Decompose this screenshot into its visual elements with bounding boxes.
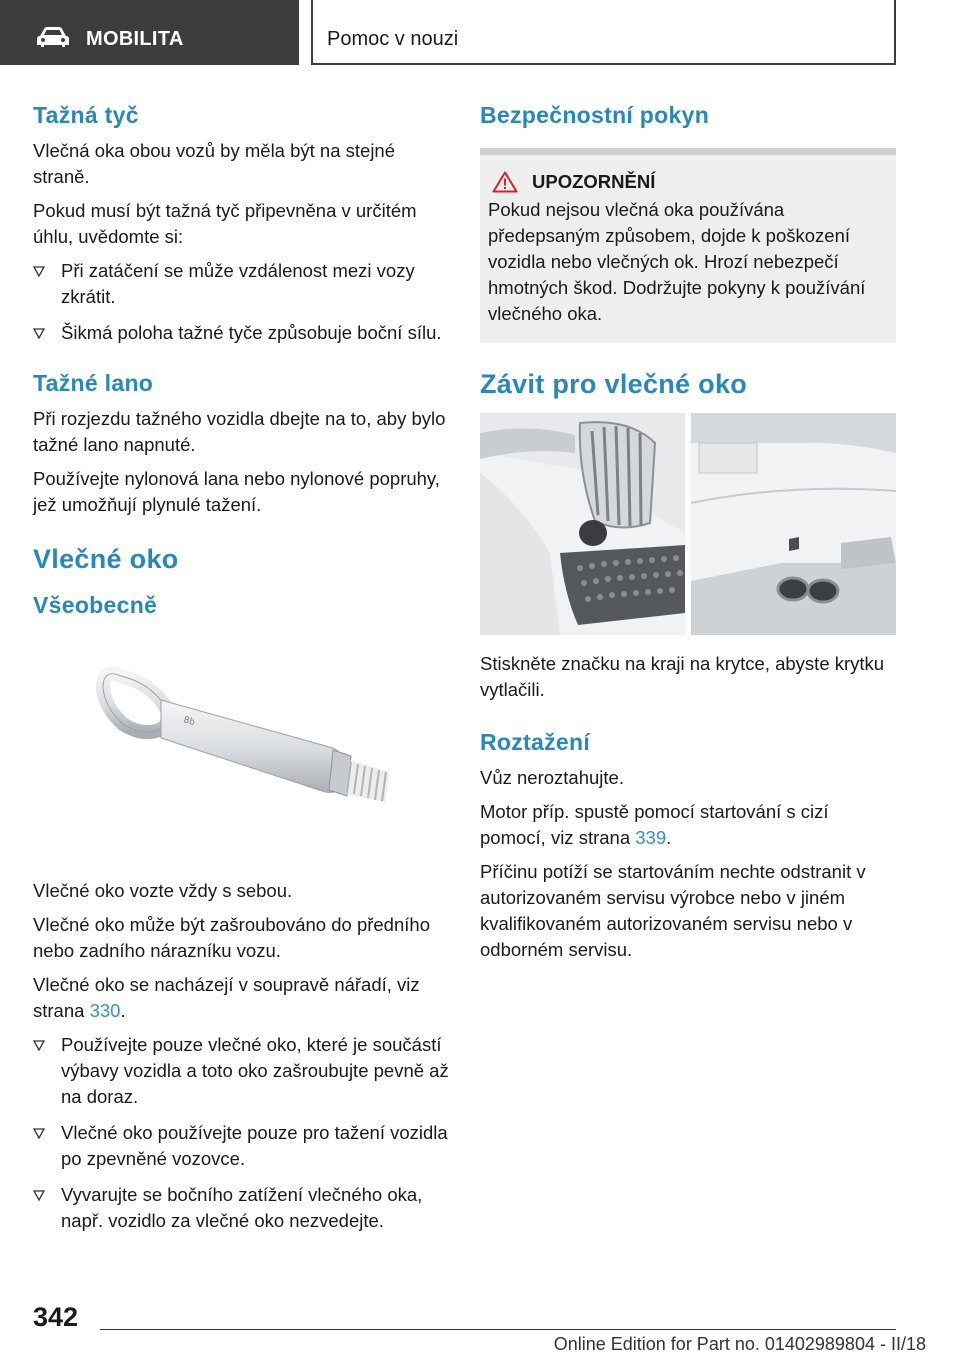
list-item: Šikmá poloha tažné tyče způsobuje boční sílu. [33,320,451,346]
tow-rope-text-1: Při rozjezdu tažného vozidla dbejte na to, aby bylo tažné lano napnuté. [33,408,446,455]
svg-text:8b: 8b [182,715,196,729]
page-339-link[interactable]: 339 [635,827,667,848]
warning-top-rule [480,148,896,155]
car-icon [36,27,70,47]
tow-bar-heading: Tažná tyč [33,102,139,128]
tow-eye-heading: Vlečné oko [33,544,179,574]
list-item: Vyvarujte se bočního zatížení vlečného oka, např. vozidlo za vlečné oko nezvedejte. [33,1182,451,1234]
tow-eye-illustration [33,628,451,868]
jump-heading: Roztažení [480,729,591,755]
tow-eye-image [33,628,451,868]
triangle-bullet-icon [33,328,45,339]
tow-bar-text-1: Vlečná oka obou vozů by měla být na stejné straně. [33,140,396,187]
front-bumper-photo [480,413,685,635]
warning-text: Pokud nejsou vlečná oka používána předepsaným způsobem, dojde k poškození vozidla nebo vlečných ok. Hrozí nebezpečí hmotných škod. Dodržujte pokyny k používání vlečného oka. [488,199,866,324]
list-item: Při zatáčení se může vzdálenost mezi vozy zkrátit. [33,258,451,310]
section-title: MOBILITA [86,28,184,50]
triangle-bullet-icon [33,1128,45,1139]
thread-heading: Závit pro vlečné oko [480,369,748,399]
left-column [33,100,451,1244]
list-item: Používejte pouze vlečné oko, které je součástí výbavy vozidla a toto oko zašroubujte pevně až na doraz. [33,1032,451,1110]
front-bumper-illustration [480,413,685,635]
rear-bumper-illustration [691,413,896,635]
warning-label: UPOZORNĚNÍ [532,171,656,192]
chapter-title: Pomoc v nouzi [327,28,459,50]
page-330-link[interactable]: 330 [89,1000,121,1021]
triangle-bullet-icon [33,1190,45,1201]
thread-caption: Stiskněte značku na kraji na krytce, abyste krytku vytlačili. [480,653,885,700]
tow-bar-list [33,258,451,346]
edition-note: Online Edition for Part no. 01402989804 - II/18 [553,1334,926,1354]
safety-heading: Bezpečnostní pokyn [480,102,710,128]
triangle-bullet-icon [33,1040,45,1051]
tow-rope-heading: Tažné lano [33,370,154,396]
tow-rope-text-2: Používejte nylonová lana nebo nylonové popruhy, jež umožňují plynulé tažení. [33,468,440,515]
right-column [480,100,896,971]
bumper-photos [480,413,896,635]
tow-eye-list [33,1032,451,1234]
triangle-bullet-icon [33,266,45,277]
tow-eye-text-3: Vlečné oko se nacházejí v soupravě nářadí, viz strana 330. [33,974,420,1021]
tow-eye-text-1: Vlečné oko vozte vždy s sebou. [33,880,293,901]
jump-text-2: Motor příp. spustě pomocí startování s cizí pomocí, viz strana 339. [480,801,829,848]
header-chapter-tab [311,0,896,65]
jump-text-3: Příčinu potíží se startováním nechte odstranit v autorizovaném servisu výrobce nebo v jiném kvalifikovaném autorizovaném servisu nebo v odborném servisu. [480,861,866,960]
tow-eye-text-2: Vlečné oko může být zašroubováno do předního nebo zadního nárazníku vozu. [33,914,430,961]
header-section-tab [0,0,299,65]
page-number: 342 [33,1302,79,1332]
footer-rule [100,1329,896,1330]
tow-bar-text-2: Pokud musí být tažná tyč připevněna v určitém úhlu, uvědomte si: [33,200,417,247]
rear-bumper-photo [691,413,896,635]
jump-text-1: Vůz neroztahujte. [480,767,624,788]
general-subheading: Všeobecně [33,592,158,618]
warning-box [480,155,896,343]
warning-triangle-icon [492,171,518,193]
list-item: Vlečné oko používejte pouze pro tažení vozidla po zpevněné vozovce. [33,1120,451,1172]
warning-header [488,171,888,193]
